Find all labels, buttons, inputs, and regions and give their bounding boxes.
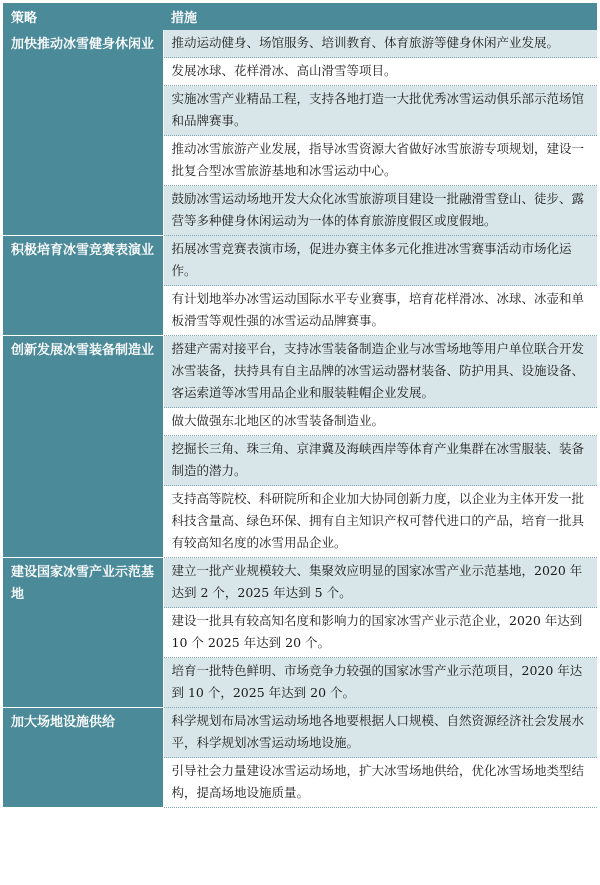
measure-cell: 引导社会力量建设冰雪运动场地，扩大冰雪场地供给，优化冰雪场地类型结构，提高场地设施质量。	[163, 758, 597, 808]
strategy-cell: 建设国家冰雪产业示范基地	[3, 558, 163, 708]
strategy-cell: 加大场地设施供给	[3, 708, 163, 808]
measure-cell: 建立一批产业规模较大、集聚效应明显的国家冰雪产业示范基地，2020 年达到 2 个，2025 年达到 5 个。	[163, 558, 597, 608]
measure-cell: 建设一批具有较高知名度和影响力的国家冰雪产业示范企业，2020 年达到 10 个 2025 年达到 20 个。	[163, 608, 597, 658]
measure-cell: 实施冰雪产业精品工程，支持各地打造一大批优秀冰雪运动俱乐部示范场馆和品牌赛事。	[163, 86, 597, 136]
header-strategy: 策略	[3, 3, 163, 30]
measure-cell: 拓展冰雪竞赛表演市场，促进办赛主体多元化推进冰雪赛事活动市场化运作。	[163, 236, 597, 286]
table-row	[3, 708, 597, 758]
table-row	[3, 30, 597, 58]
measure-cell: 鼓励冰雪运动场地开发大众化冰雪旅游项目建设一批融滑雪登山、徒步、露营等多种健身休闲运动为一体的体育旅游度假区或度假地。	[163, 186, 597, 236]
measure-cell: 支持高等院校、科研院所和企业加大协同创新力度，以企业为主体开发一批科技含量高、绿色环保、拥有自主知识产权可替代进口的产品，培育一批具有较高知名度的冰雪用品企业。	[163, 486, 597, 558]
measure-cell: 培育一批特色鲜明、市场竞争力较强的国家冰雪产业示范项目，2020 年达到 10 个，2025 年达到 20 个。	[163, 658, 597, 708]
header-measure: 措施	[163, 3, 597, 30]
measure-cell: 发展冰球、花样滑冰、高山滑雪等项目。	[163, 58, 597, 86]
table-row	[3, 336, 597, 408]
strategy-cell: 加快推动冰雪健身休闲业	[3, 30, 163, 236]
strategy-cell: 积极培育冰雪竞赛表演业	[3, 236, 163, 336]
measure-cell: 做大做强东北地区的冰雪装备制造业。	[163, 408, 597, 436]
measure-cell: 科学规划布局冰雪运动场地各地要根据人口规模、自然资源经济社会发展水平，科学规划冰雪运动场地设施。	[163, 708, 597, 758]
measure-cell: 有计划地举办冰雪运动国际水平专业赛事，培育花样滑冰、冰球、冰壶和单板滑雪等观性强的冰雪运动品牌赛事。	[163, 286, 597, 336]
measure-cell: 挖掘长三角、珠三角、京津冀及海峡西岸等体育产业集群在冰雪服装、装备制造的潜力。	[163, 436, 597, 486]
table-header-row	[3, 3, 597, 30]
measure-cell: 推动运动健身、场馆服务、培训教育、体育旅游等健身休闲产业发展。	[163, 30, 597, 58]
measure-cell: 搭建产需对接平台，支持冰雪装备制造企业与冰雪场地等用户单位联合开发冰雪装备，扶持具有自主品牌的冰雪运动器材装备、防护用具、设施设备、客运索道等冰雪用品企业和服装鞋帽企业发展。	[163, 336, 597, 408]
table-body	[3, 30, 597, 808]
table-row	[3, 558, 597, 608]
measure-cell: 推动冰雪旅游产业发展，指导冰雪资源大省做好冰雪旅游专项规划，建设一批复合型冰雪旅游基地和冰雪运动中心。	[163, 136, 597, 186]
table-row	[3, 236, 597, 286]
policy-table	[3, 3, 597, 808]
strategy-cell: 创新发展冰雪装备制造业	[3, 336, 163, 558]
